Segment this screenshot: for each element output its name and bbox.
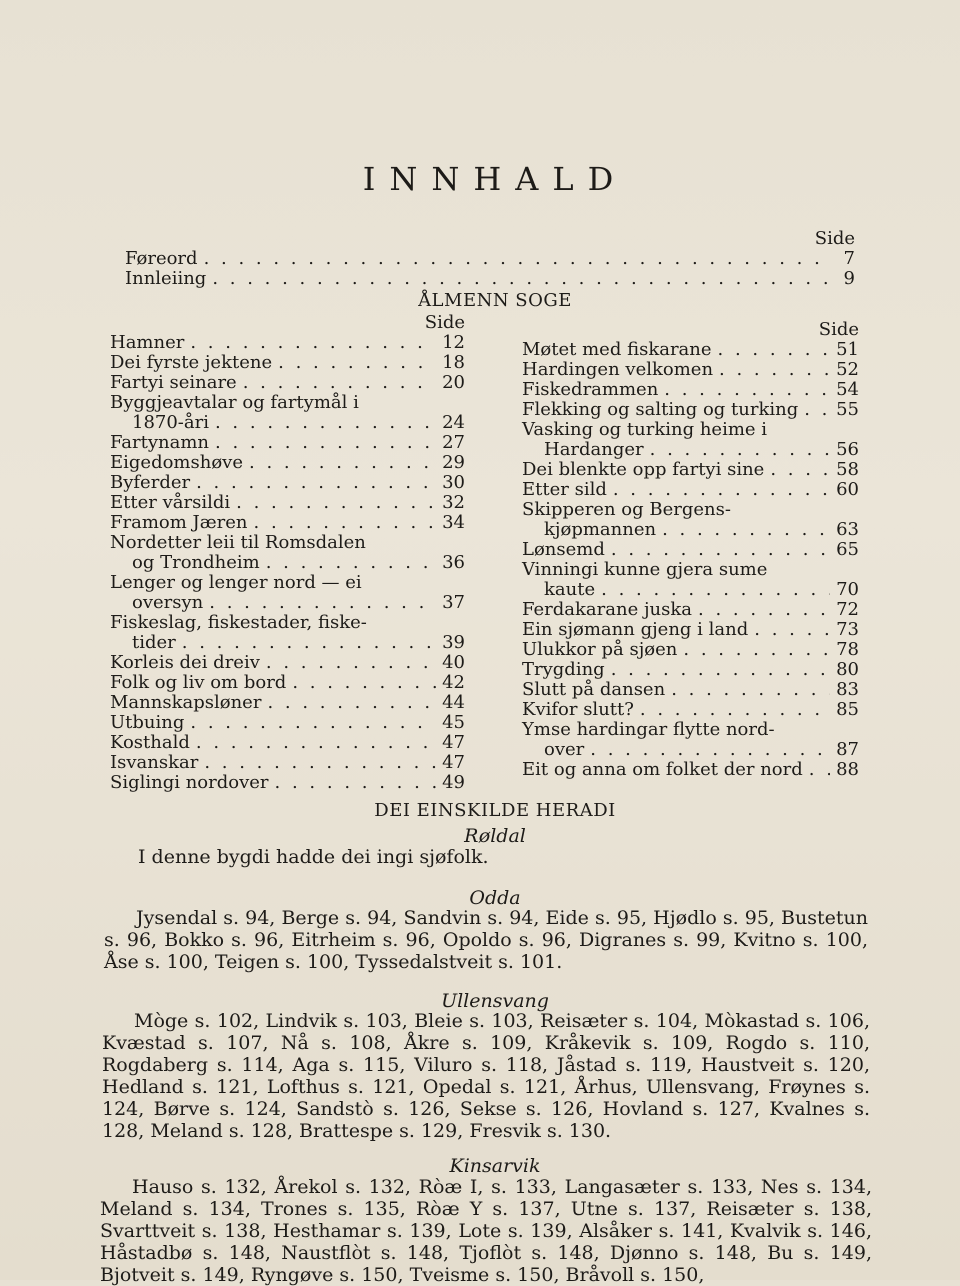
toc-entry-label: Fiskeslag, fiskestader, fiske- bbox=[110, 612, 367, 633]
toc-entry-page: 9 bbox=[843, 268, 855, 289]
toc-entry-line bbox=[522, 640, 859, 660]
toc-entry-line bbox=[110, 593, 465, 613]
toc-entry-line bbox=[522, 760, 859, 780]
dot-leader bbox=[266, 653, 436, 673]
toc-entry-page: 27 bbox=[442, 432, 465, 453]
toc-entry-label: Fartynamn bbox=[110, 432, 209, 453]
toc-entry-page: 24 bbox=[442, 412, 465, 433]
toc-entry-label: Lenger og lenger nord — ei bbox=[110, 572, 362, 593]
toc-entry-page: 44 bbox=[442, 692, 465, 713]
toc-entry-page: 78 bbox=[836, 639, 859, 660]
toc-entry-line bbox=[522, 620, 859, 640]
toc-entry-line bbox=[522, 560, 859, 580]
dot-leader bbox=[719, 360, 830, 380]
village-name-kinsarvik: Kinsarvik bbox=[449, 1155, 541, 1177]
village-name-roldal: Røldal bbox=[464, 825, 526, 847]
toc-entry-label: Nordetter leii til Romsdalen bbox=[110, 532, 366, 553]
toc-entry-label: Skipperen og Bergens- bbox=[522, 499, 731, 520]
toc-entry-line bbox=[522, 680, 859, 700]
toc-entry-page: 56 bbox=[836, 439, 859, 460]
village-text-odda: Jysendal s. 94, Berge s. 94, Sandvin s. 94, Eide s. 95, Hjødlo s. 95, Bustetun s. 96, Bokko s. 96, Eitrheim s. 96, Opoldo s. 96, Digranes s. 99, Kvitno s. 100, Åse s. 100, Teigen s. 100, Tyssedalstveit s. 101. bbox=[104, 907, 868, 973]
toc-entry-label: Vasking og turking heime i bbox=[522, 419, 768, 440]
toc-entry-label: over bbox=[544, 739, 585, 760]
toc-entry-line bbox=[522, 360, 859, 380]
toc-entry-line bbox=[522, 720, 859, 740]
toc-entry-page: 58 bbox=[836, 459, 859, 480]
section-heading-almenn-soge: ÅLMENN SOGE bbox=[418, 290, 572, 311]
toc-entry-line bbox=[110, 633, 465, 653]
toc-entry-page: 87 bbox=[836, 739, 859, 760]
toc-entry bbox=[522, 380, 859, 400]
toc-entry-label: Framom Jæren bbox=[110, 512, 248, 533]
toc-entry-label: Ein sjømann gjeng i land bbox=[522, 619, 749, 640]
toc-entry-line bbox=[522, 480, 859, 500]
toc-entry-line bbox=[110, 413, 465, 433]
toc-entry-label: Innleiing bbox=[125, 268, 207, 289]
toc-entry-label: kjøpmannen bbox=[544, 519, 657, 540]
toc-entry-page: 12 bbox=[442, 332, 465, 353]
toc-entry-label: Fartyi seinare bbox=[110, 372, 237, 393]
toc-entry-line bbox=[110, 553, 465, 573]
toc-entry-line bbox=[110, 513, 465, 533]
toc-entry-page: 18 bbox=[442, 352, 465, 373]
toc-entry-line bbox=[522, 740, 859, 760]
toc-entry-line bbox=[110, 393, 465, 413]
toc-entry-line bbox=[522, 580, 859, 600]
toc-entry-page: 51 bbox=[836, 339, 859, 360]
dot-leader bbox=[182, 633, 436, 653]
toc-entry bbox=[125, 249, 855, 269]
toc-entry-label: Kosthald bbox=[110, 732, 190, 753]
toc-entry bbox=[522, 720, 859, 760]
toc-entry-label: Hardanger bbox=[544, 439, 644, 460]
toc-entry bbox=[110, 573, 465, 613]
toc-entry-label: Korleis dei dreiv bbox=[110, 652, 260, 673]
toc-entry-label: og Trondheim bbox=[132, 552, 260, 573]
toc-entry-page: 60 bbox=[836, 479, 859, 500]
dot-leader bbox=[640, 700, 830, 720]
dot-leader bbox=[278, 353, 436, 373]
toc-entry-line bbox=[110, 333, 465, 353]
dot-leader bbox=[204, 249, 827, 269]
toc-entry-page: 45 bbox=[442, 712, 465, 733]
toc-left-column bbox=[110, 313, 465, 793]
toc-entry bbox=[110, 433, 465, 453]
toc-entry bbox=[522, 540, 859, 560]
dot-leader bbox=[664, 380, 830, 400]
section-heading-einskilde-heradi: DEI EINSKILDE HERADI bbox=[374, 800, 616, 821]
toc-entry-line bbox=[522, 660, 859, 680]
toc-entry-label: Møtet med fiskarane bbox=[522, 339, 712, 360]
dot-leader bbox=[190, 713, 436, 733]
village-text-kinsarvik: Hauso s. 132, Årekol s. 132, Ròæ I, s. 133, Langasæter s. 133, Nes s. 134, Meland s. 134, Trones s. 135, Ròæ Y s. 137, Utne s. 137, Reisæter s. 138, Svarttveit s. 138, Hesthamar s. 139, Lote s. 139, Alsåker s. 141, Kvalvik s. 146, Håstadbø s. 148, Naustflòt s. 148, Tjoflòt s. 148, Djønno s. 148, Bu s. 149, Bjotveit s. 149, Ryngøve s. 150, Tveisme s. 150, Bråvoll s. 150, bbox=[100, 1176, 872, 1286]
toc-entry-label: Etter sild bbox=[522, 479, 607, 500]
dot-leader bbox=[215, 413, 436, 433]
side-label: Side bbox=[424, 312, 465, 333]
toc-entry-page: 72 bbox=[836, 599, 859, 620]
toc-entry-label: Etter vårsildi bbox=[110, 492, 231, 513]
toc-entry-label: Ulukkor på sjøen bbox=[522, 639, 678, 660]
toc-entry-line bbox=[522, 460, 859, 480]
toc-entry bbox=[522, 640, 859, 660]
village-text-ullensvang: Mòge s. 102, Lindvik s. 103, Bleie s. 103, Reisæter s. 104, Mòkastad s. 106, Kvæstad s. 107, Nå s. 108, Åkre s. 109, Kråkevik s. 109, Rogdo s. 110, Rogdaberg s. 114, Aga s. 115, Viluro s. 118, Jåstad s. 119, Haustveit s. 120, Hedland s. 121, Lofthus s. 121, Opedal s. 121, Århus, Ullensvang, Frøynes s. 124, Børve s. 124, Sandstò s. 126, Sekse s. 126, Hovland s. 127, Kvalnes s. 128, Meland s. 128, Brattespe s. 129, Fresvik s. 130. bbox=[102, 1010, 870, 1142]
toc-entry bbox=[110, 353, 465, 373]
toc-entry-page: 7 bbox=[843, 248, 855, 269]
toc-entry-page: 47 bbox=[442, 732, 465, 753]
toc-entry-label: Folk og liv om bord bbox=[110, 672, 287, 693]
dot-leader bbox=[770, 460, 830, 480]
toc-entry-page: 39 bbox=[442, 632, 465, 653]
toc-entry-page: 80 bbox=[836, 659, 859, 680]
toc-entry bbox=[522, 680, 859, 700]
toc-entry-page: 49 bbox=[442, 772, 465, 793]
toc-entry bbox=[110, 533, 465, 573]
toc-entry-line bbox=[522, 520, 859, 540]
toc-entry bbox=[522, 420, 859, 460]
toc-entry-line bbox=[110, 573, 465, 593]
toc-entry-label: Trygding bbox=[522, 659, 605, 680]
toc-entry-label: Utbuing bbox=[110, 712, 185, 733]
dot-leader bbox=[254, 513, 437, 533]
toc-entry-line bbox=[110, 733, 465, 753]
toc-entry-label: tider bbox=[132, 632, 176, 653]
toc-entry-line bbox=[522, 380, 859, 400]
toc-entry-label: Flekking og salting og turking bbox=[522, 399, 799, 420]
toc-entry bbox=[110, 653, 465, 673]
toc-entry-line bbox=[110, 493, 465, 513]
toc-entry-line bbox=[110, 613, 465, 633]
toc-entry-page: 42 bbox=[442, 672, 465, 693]
toc-entry-label: Byggjeavtalar og fartymål i bbox=[110, 392, 359, 413]
dot-leader bbox=[190, 333, 436, 353]
dot-leader bbox=[804, 400, 830, 420]
toc-entry bbox=[522, 560, 859, 600]
toc-entry-label: 1870-åri bbox=[132, 412, 209, 433]
toc-entry-label: Ferdakarane juska bbox=[522, 599, 693, 620]
toc-entry-label: Kvifor slutt? bbox=[522, 699, 634, 720]
dot-leader bbox=[236, 493, 436, 513]
toc-entry bbox=[522, 700, 859, 720]
toc-entry-label: Mannskapsløner bbox=[110, 692, 262, 713]
toc-entry-label: Eigedomshøve bbox=[110, 452, 243, 473]
toc-entry-line bbox=[110, 693, 465, 713]
toc-entry-line bbox=[110, 713, 465, 733]
page-title: INNHALD bbox=[362, 160, 628, 198]
toc-entry bbox=[110, 673, 465, 693]
village-name-ullensvang: Ullensvang bbox=[441, 990, 549, 1012]
toc-entry-line bbox=[110, 353, 465, 373]
toc-entry-page: 83 bbox=[836, 679, 859, 700]
toc-entry bbox=[110, 613, 465, 653]
dot-leader bbox=[613, 480, 830, 500]
toc-entry-page: 47 bbox=[442, 752, 465, 773]
dot-leader bbox=[266, 553, 436, 573]
toc-entry-page: 34 bbox=[442, 512, 465, 533]
toc-entry-label: Lønsemd bbox=[522, 539, 605, 560]
toc-entry-line bbox=[522, 420, 859, 440]
toc-entry-label: Dei fyrste jektene bbox=[110, 352, 273, 373]
toc-entry bbox=[110, 453, 465, 473]
toc-entry-label: Ymse hardingar flytte nord- bbox=[522, 719, 775, 740]
toc-entry-page: 36 bbox=[442, 552, 465, 573]
dot-leader bbox=[209, 593, 436, 613]
toc-entry-page: 52 bbox=[836, 359, 859, 380]
toc-entry bbox=[522, 480, 859, 500]
toc-entry-page: 55 bbox=[836, 399, 859, 420]
toc-entry bbox=[110, 773, 465, 793]
dot-leader bbox=[204, 753, 436, 773]
toc-entry-label: Fiskedrammen bbox=[522, 379, 659, 400]
toc-entry-page: 73 bbox=[836, 619, 859, 640]
dot-leader bbox=[292, 673, 436, 693]
toc-entry-label: kaute bbox=[544, 579, 596, 600]
toc-entry-page: 37 bbox=[442, 592, 465, 613]
dot-leader bbox=[196, 733, 436, 753]
toc-entry-page: 30 bbox=[442, 472, 465, 493]
toc-entry-page: 65 bbox=[836, 539, 859, 560]
toc-entry bbox=[110, 333, 465, 353]
toc-entry-line bbox=[522, 600, 859, 620]
dot-leader bbox=[243, 373, 436, 393]
toc-entry bbox=[522, 400, 859, 420]
dot-leader bbox=[249, 453, 436, 473]
toc-entry-line bbox=[110, 473, 465, 493]
toc-entry bbox=[110, 693, 465, 713]
toc-entry-label: oversyn bbox=[132, 592, 204, 613]
toc-right-column bbox=[522, 320, 859, 780]
toc-entry-page: 40 bbox=[442, 652, 465, 673]
toc-entry-page: 88 bbox=[836, 759, 859, 780]
toc-entry bbox=[110, 473, 465, 493]
toc-entry bbox=[110, 713, 465, 733]
dot-leader bbox=[671, 680, 830, 700]
toc-entry-page: 32 bbox=[442, 492, 465, 513]
toc-entry-line bbox=[110, 773, 465, 793]
toc-entry bbox=[522, 360, 859, 380]
toc-entry bbox=[522, 660, 859, 680]
dot-leader bbox=[662, 520, 830, 540]
toc-entry-label: Byferder bbox=[110, 472, 191, 493]
toc-entry-label: Hamner bbox=[110, 332, 185, 353]
toc-entry bbox=[522, 600, 859, 620]
toc-entry bbox=[522, 500, 859, 540]
toc-entry bbox=[110, 493, 465, 513]
dot-leader bbox=[809, 760, 830, 780]
toc-entry bbox=[110, 393, 465, 433]
toc-entry-line bbox=[522, 400, 859, 420]
dot-leader bbox=[275, 773, 437, 793]
toc-entry-line bbox=[522, 340, 859, 360]
toc-entry-label: Hardingen velkomen bbox=[522, 359, 714, 380]
toc-entry bbox=[522, 460, 859, 480]
toc-entry-page: 20 bbox=[442, 372, 465, 393]
toc-entry-page: 29 bbox=[442, 452, 465, 473]
front-matter bbox=[125, 228, 855, 289]
toc-entry bbox=[522, 340, 859, 360]
toc-entry-line bbox=[110, 453, 465, 473]
dot-leader bbox=[611, 660, 830, 680]
toc-entry-page: 63 bbox=[836, 519, 859, 540]
toc-entry-label: Siglingi nordover bbox=[110, 772, 269, 793]
side-label: Side bbox=[814, 228, 855, 249]
toc-entry bbox=[125, 269, 855, 289]
toc-entry-line bbox=[110, 673, 465, 693]
dot-leader bbox=[718, 340, 831, 360]
toc-entry bbox=[522, 620, 859, 640]
toc-entry-line bbox=[522, 540, 859, 560]
dot-leader bbox=[196, 473, 436, 493]
dot-leader bbox=[698, 600, 830, 620]
toc-entry bbox=[522, 760, 859, 780]
toc-entry-line bbox=[110, 753, 465, 773]
toc-entry-label: Vinningi kunne gjera sume bbox=[522, 559, 768, 580]
toc-entry-label: Slutt på dansen bbox=[522, 679, 666, 700]
toc-entry-page: 54 bbox=[836, 379, 859, 400]
toc-entry-line bbox=[522, 500, 859, 520]
village-text-roldal: I denne bygdi hadde dei ingi sjøfolk. bbox=[138, 846, 489, 868]
dot-leader bbox=[212, 269, 827, 289]
toc-entry bbox=[110, 513, 465, 533]
toc-entry-label: Isvanskar bbox=[110, 752, 199, 773]
dot-leader bbox=[601, 580, 830, 600]
toc-entry-line bbox=[110, 653, 465, 673]
dot-leader bbox=[611, 540, 830, 560]
toc-entry-line bbox=[522, 700, 859, 720]
dot-leader bbox=[267, 693, 436, 713]
dot-leader bbox=[650, 440, 830, 460]
dot-leader bbox=[590, 740, 830, 760]
toc-entry bbox=[110, 753, 465, 773]
toc-entry-line bbox=[522, 440, 859, 460]
toc-entry-line bbox=[110, 433, 465, 453]
toc-entry-label: Eit og anna om folket der nord bbox=[522, 759, 803, 780]
toc-entry bbox=[110, 733, 465, 753]
toc-entry-page: 85 bbox=[836, 699, 859, 720]
toc-entry-line bbox=[110, 533, 465, 553]
dot-leader bbox=[683, 640, 830, 660]
toc-entry-label: Føreord bbox=[125, 248, 198, 269]
village-name-odda: Odda bbox=[469, 887, 521, 909]
side-label: Side bbox=[818, 319, 859, 340]
toc-entry-line bbox=[110, 373, 465, 393]
toc-entry-label: Dei blenkte opp fartyi sine bbox=[522, 459, 765, 480]
toc-entry bbox=[110, 373, 465, 393]
toc-entry-page: 70 bbox=[836, 579, 859, 600]
dot-leader bbox=[754, 620, 830, 640]
dot-leader bbox=[215, 433, 436, 453]
